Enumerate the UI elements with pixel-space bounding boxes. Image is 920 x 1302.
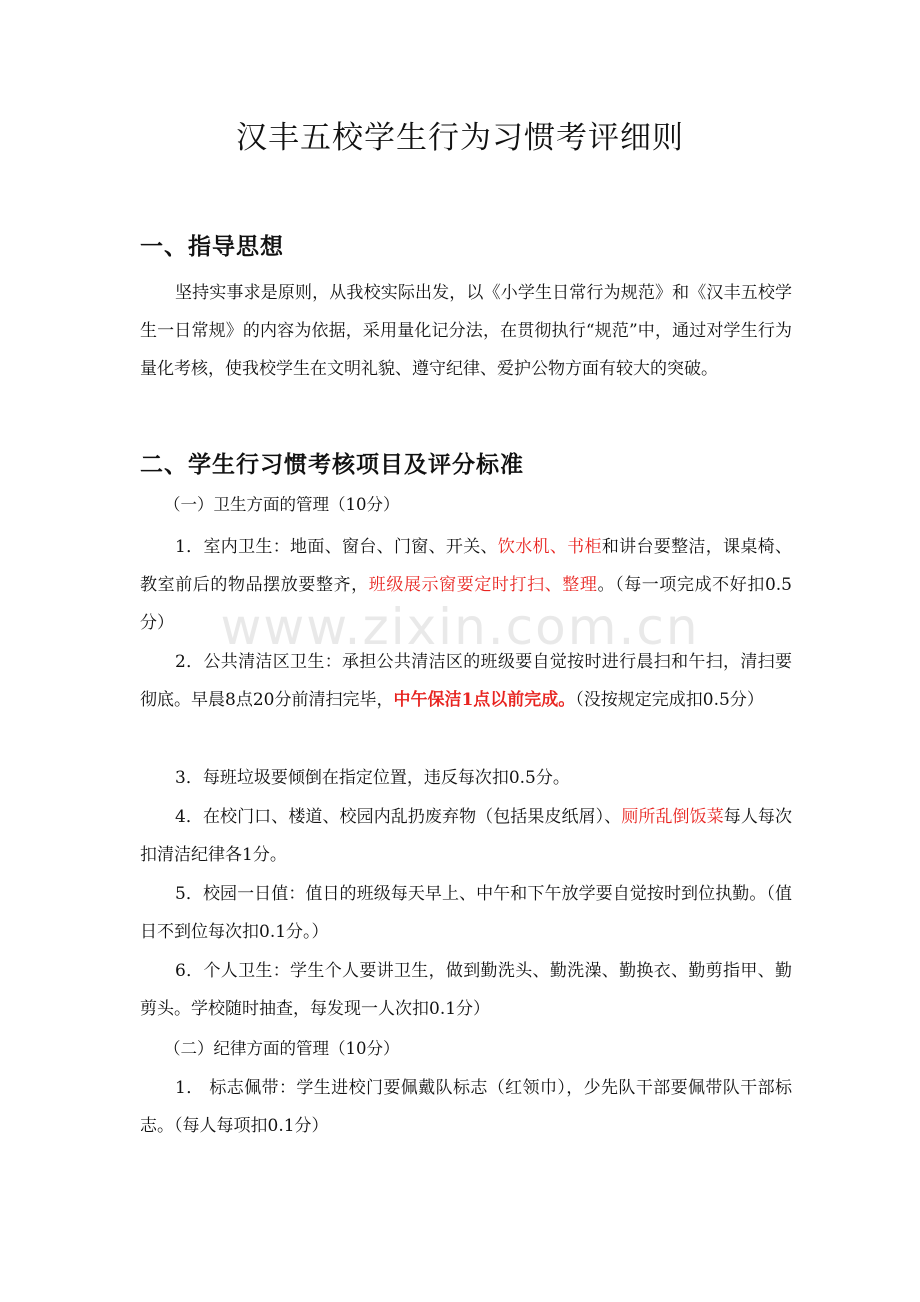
paragraph-guiding-idea: 坚持实事求是原则，从我校实际出发，以《小学生日常行为规范》和《汉丰五校学生一日常规》的内容为依据，采用量化记分法，在贯彻执行“规范”中，通过对学生行为量化考核，使我校学生在文明礼貌、遵守纪律、爱护公物方面有较大的突破。 — [140, 283, 792, 379]
item-highlight: 班级展示窗要定时打扫、整理 — [368, 575, 598, 595]
item-highlight: 中午保洁1点以前完成。 — [393, 690, 576, 710]
item-highlight: 厕所乱倒饭菜 — [621, 807, 724, 827]
section-heading-assessment: 二、学生行习惯考核项目及评分标准 — [140, 452, 524, 478]
item-text: 1．室内卫生：地面、窗台、门窗、开关、 — [175, 537, 498, 557]
subheading-discipline: （二）纪律方面的管理（10分） — [164, 1039, 400, 1058]
item-text: 每人每次扣清洁纪律各1分。 — [140, 807, 793, 865]
item-duty: 5．校园一日值：值日的班级每天早上、中午和下午放学要自觉按时到位执勤。（值日不到位每次扣0.1分。） — [140, 884, 792, 942]
item-text: （没按规定完成扣0.5分） — [575, 690, 764, 710]
item-text: 2．公共清洁区卫生：承担公共清洁区的班级要自觉按时进行晨扫和午扫，清扫要彻底。早晨8点20分前清扫完毕， — [140, 652, 792, 710]
watermark: www.zixin.com.cn — [220, 598, 700, 656]
document-title: 汉丰五校学生行为习惯考评细则 — [236, 120, 684, 156]
item-indoor-hygiene — [140, 528, 792, 642]
item-garbage: 3．每班垃圾要倾倒在指定位置，违反每次扣0.5分。 — [175, 768, 570, 788]
subheading-hygiene: （一）卫生方面的管理（10分） — [164, 495, 400, 514]
item-public-area — [140, 643, 792, 719]
item-text: 4．在校门口、楼道、校园内乱扔废弃物（包括果皮纸屑）、 — [175, 807, 622, 827]
section-heading-guiding-idea: 一、指导思想 — [140, 234, 284, 260]
item-text: 。（每一项完成不好扣0.5分） — [140, 575, 792, 633]
item-highlight: 饮水机、书柜 — [497, 537, 602, 557]
item-personal-hygiene: 6．个人卫生：学生个人要讲卫生，做到勤洗头、勤洗澡、勤换衣、勤剪指甲、勤剪头。学校随时抽查，每发现一人次扣0.1分） — [140, 961, 792, 1019]
item-text: 和讲台要整洁，课桌椅、教室前后的物品摆放要整齐， — [140, 537, 793, 595]
item-badge: 1． 标志佩带：学生进校门要佩戴队标志（红领巾），少先队干部要佩带队干部标志。（每人每项扣0.1分） — [140, 1078, 792, 1136]
item-littering — [140, 798, 792, 874]
